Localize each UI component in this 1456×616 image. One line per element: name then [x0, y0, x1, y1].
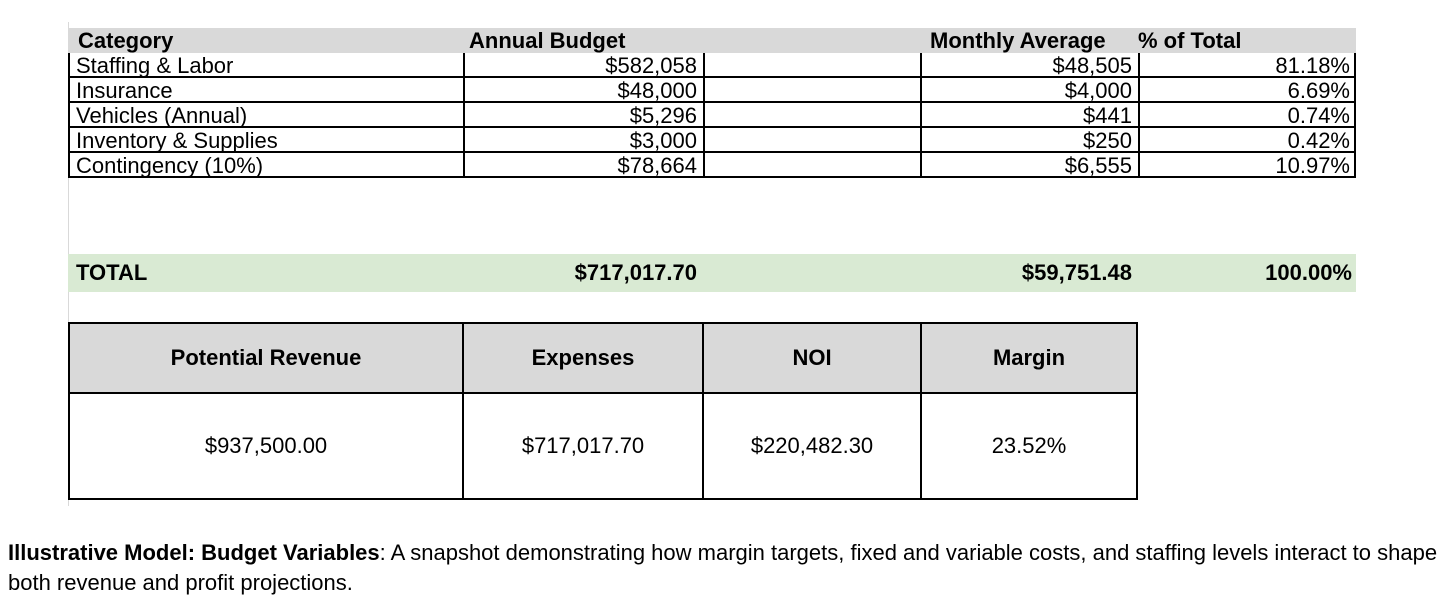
empty-cell[interactable] — [703, 153, 920, 178]
percent-cell[interactable]: 81.18% — [1138, 53, 1356, 78]
header-empty[interactable] — [703, 28, 920, 53]
monthly-cell[interactable]: $250 — [920, 128, 1138, 153]
header-percent-of-total[interactable]: % of Total — [1138, 28, 1242, 53]
summary-table — [68, 322, 1138, 500]
total-row — [68, 254, 1356, 292]
budget-header-row — [68, 28, 1356, 53]
empty-cell[interactable] — [703, 53, 920, 78]
percent-cell[interactable]: 10.97% — [1138, 153, 1356, 178]
header-category[interactable]: Category — [78, 28, 174, 53]
category-cell[interactable]: Contingency (10%) — [68, 153, 463, 178]
category-cell[interactable]: Inventory & Supplies — [68, 128, 463, 153]
empty-cell[interactable] — [703, 78, 920, 103]
summary-value-revenue[interactable]: $937,500.00 — [68, 392, 464, 500]
monthly-cell[interactable]: $441 — [920, 103, 1138, 128]
summary-header-revenue[interactable]: Potential Revenue — [68, 322, 464, 394]
summary-value-noi[interactable]: $220,482.30 — [702, 392, 922, 500]
table-row — [68, 53, 1356, 78]
header-annual-budget[interactable]: Annual Budget — [469, 28, 626, 53]
category-cell[interactable]: Staffing & Labor — [68, 53, 463, 78]
table-row — [68, 103, 1356, 128]
category-cell[interactable]: Vehicles (Annual) — [68, 103, 463, 128]
annual-cell[interactable]: $3,000 — [463, 128, 703, 153]
table-row — [68, 78, 1356, 103]
category-cell[interactable]: Insurance — [68, 78, 463, 103]
empty-cell[interactable] — [703, 128, 920, 153]
annual-cell[interactable]: $582,058 — [463, 53, 703, 78]
total-annual[interactable]: $717,017.70 — [574, 260, 697, 285]
summary-header-noi[interactable]: NOI — [702, 322, 922, 394]
annual-cell[interactable]: $78,664 — [463, 153, 703, 178]
empty-cell[interactable] — [703, 103, 920, 128]
caption-title: Illustrative Model: Budget Variables — [8, 540, 380, 565]
summary-header-expenses[interactable]: Expenses — [462, 322, 704, 394]
total-label[interactable]: TOTAL — [76, 260, 148, 285]
monthly-cell[interactable]: $48,505 — [920, 53, 1138, 78]
total-percent[interactable]: 100.00% — [1265, 260, 1352, 285]
annual-cell[interactable]: $5,296 — [463, 103, 703, 128]
summary-header-margin[interactable]: Margin — [920, 322, 1138, 394]
monthly-cell[interactable]: $4,000 — [920, 78, 1138, 103]
percent-cell[interactable]: 0.42% — [1138, 128, 1356, 153]
header-monthly-average[interactable]: Monthly Average — [930, 28, 1106, 53]
summary-value-expenses[interactable]: $717,017.70 — [462, 392, 704, 500]
monthly-cell[interactable]: $6,555 — [920, 153, 1138, 178]
table-row — [68, 128, 1356, 153]
summary-value-margin[interactable]: 23.52% — [920, 392, 1138, 500]
percent-cell[interactable]: 6.69% — [1138, 78, 1356, 103]
figure-caption — [8, 538, 1448, 598]
total-monthly[interactable]: $59,751.48 — [1021, 260, 1132, 285]
percent-cell[interactable]: 0.74% — [1138, 103, 1356, 128]
total-empty[interactable] — [703, 254, 920, 292]
table-row — [68, 153, 1356, 178]
annual-cell[interactable]: $48,000 — [463, 78, 703, 103]
caption-text: : A snapshot demonstrating how margin targets, fixed and variable costs, and staffing levels interact to shape both revenue and profit projections. — [8, 540, 1438, 595]
